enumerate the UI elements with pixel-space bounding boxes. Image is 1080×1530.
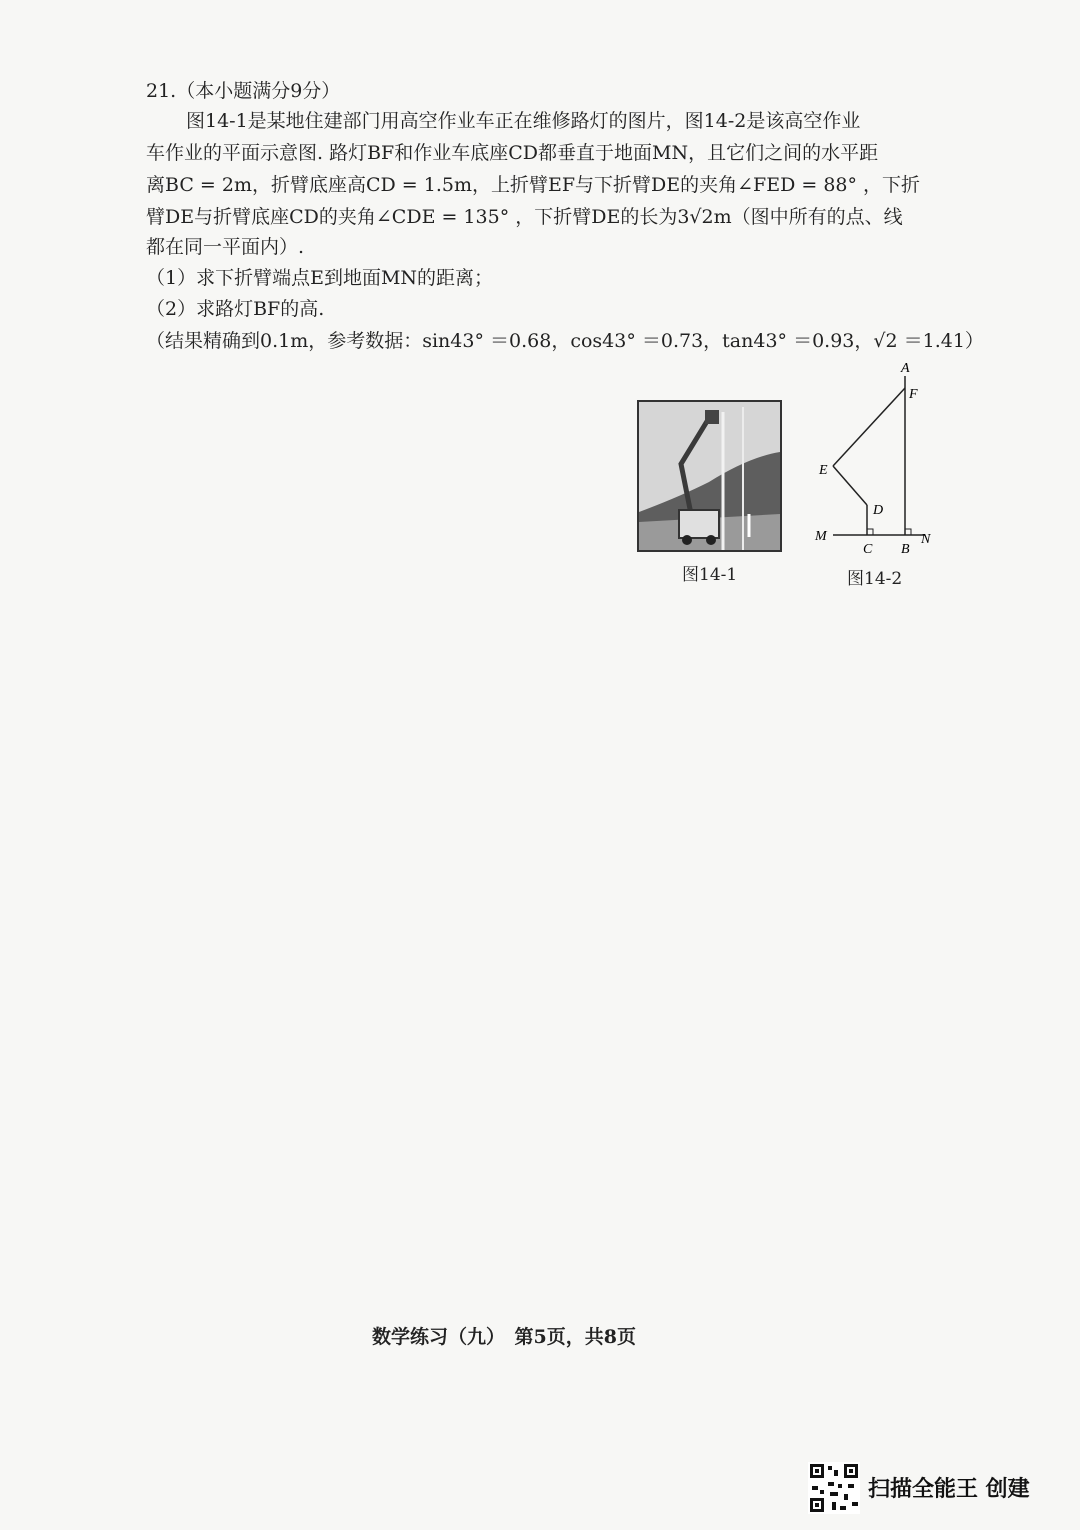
- watermark-text: 扫描全能王 创建: [868, 1477, 1030, 1502]
- label-f: F: [909, 387, 918, 402]
- label-c: C: [863, 542, 873, 557]
- photo-caption: 图14-1: [682, 565, 738, 585]
- truck-photo-drawing: [639, 402, 780, 550]
- label-b: B: [901, 542, 910, 557]
- line-ed: [833, 466, 867, 505]
- problem-line: 臂DE与折臂底座CD的夹角∠CDE = 135° ，下折臂DE的长为3√2m（图中所有的点、线: [146, 206, 903, 228]
- problem-header: 21.（本小题满分9分）: [146, 80, 341, 102]
- line-fe: [833, 388, 905, 466]
- label-n: N: [921, 532, 931, 547]
- truck-photo: [637, 400, 782, 552]
- question-1: （1）求下折臂端点E到地面MN的距离；: [146, 267, 494, 289]
- label-a: A: [901, 361, 910, 376]
- schematic-diagram: [805, 358, 945, 558]
- page-footer: 数学练习（九） 第5页，共8页: [372, 1326, 636, 1348]
- problem-line: 车作业的平面示意图. 路灯BF和作业车底座CD都垂直于地面MN，且它们之间的水平距: [146, 142, 879, 164]
- label-e: E: [819, 463, 828, 478]
- right-angle-b: [905, 529, 911, 535]
- problem-line: 都在同一平面内）.: [146, 236, 305, 258]
- reference-data: （结果精确到0.1m，参考数据：sin43° ＝0.68，cos43° ＝0.73，tan43° ＝0.93，√2 ＝1.41）: [146, 330, 984, 352]
- problem-line: 离BC = 2m，折臂底座高CD = 1.5m，上折臂EF与下折臂DE的夹角∠FED = 88° ，下折: [146, 174, 921, 196]
- label-d: D: [873, 503, 884, 518]
- right-angle-c: [867, 529, 873, 535]
- question-2: （2）求路灯BF的高.: [146, 298, 325, 320]
- problem-line: 图14-1是某地住建部门用高空作业车正在维修路灯的图片，图14-2是该高空作业: [186, 110, 861, 132]
- label-m: M: [815, 529, 827, 544]
- diagram-caption: 图14-2: [847, 569, 903, 589]
- qr-code-icon: [808, 1462, 860, 1514]
